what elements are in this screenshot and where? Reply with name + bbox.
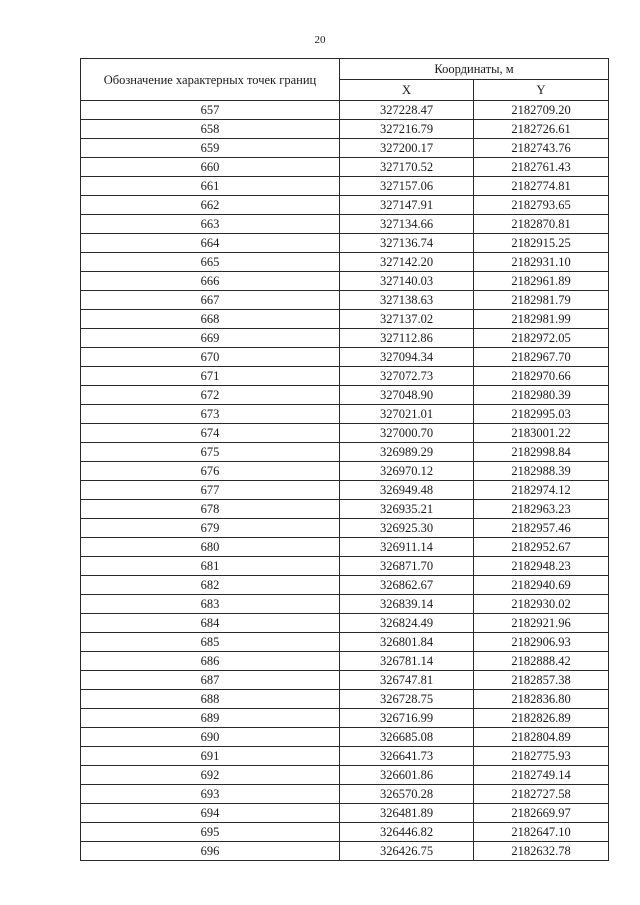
table-row — [81, 690, 609, 709]
point-cell: 666 — [81, 272, 340, 291]
x-cell: 327000.70 — [340, 424, 474, 443]
y-cell: 2182669.97 — [474, 804, 609, 823]
table-row — [81, 272, 609, 291]
y-cell: 2182961.89 — [474, 272, 609, 291]
point-cell: 661 — [81, 177, 340, 196]
point-cell: 682 — [81, 576, 340, 595]
point-cell: 658 — [81, 120, 340, 139]
point-cell: 690 — [81, 728, 340, 747]
x-cell: 326481.89 — [340, 804, 474, 823]
table-row — [81, 766, 609, 785]
table-row — [81, 158, 609, 177]
table-row — [81, 652, 609, 671]
x-cell: 326911.14 — [340, 538, 474, 557]
point-cell: 663 — [81, 215, 340, 234]
point-cell: 657 — [81, 101, 340, 120]
x-cell: 326935.21 — [340, 500, 474, 519]
x-cell: 326824.49 — [340, 614, 474, 633]
y-cell: 2182836.80 — [474, 690, 609, 709]
x-cell: 327147.91 — [340, 196, 474, 215]
point-cell: 669 — [81, 329, 340, 348]
x-cell: 327142.20 — [340, 253, 474, 272]
x-cell: 327137.02 — [340, 310, 474, 329]
y-cell: 2182931.10 — [474, 253, 609, 272]
point-cell: 659 — [81, 139, 340, 158]
table-row — [81, 120, 609, 139]
point-cell: 667 — [81, 291, 340, 310]
x-cell: 327200.17 — [340, 139, 474, 158]
x-cell: 327157.06 — [340, 177, 474, 196]
table-row — [81, 291, 609, 310]
table-row — [81, 557, 609, 576]
page-number: 20 — [314, 34, 326, 46]
point-cell: 692 — [81, 766, 340, 785]
x-cell: 326570.28 — [340, 785, 474, 804]
y-cell: 2182970.66 — [474, 367, 609, 386]
table-row — [81, 481, 609, 500]
x-cell: 327140.03 — [340, 272, 474, 291]
table-row — [81, 462, 609, 481]
coordinates-table — [80, 58, 609, 861]
y-cell: 2182998.84 — [474, 443, 609, 462]
y-cell: 2182793.65 — [474, 196, 609, 215]
x-cell: 326801.84 — [340, 633, 474, 652]
x-cell: 326426.75 — [340, 842, 474, 861]
y-cell: 2182940.69 — [474, 576, 609, 595]
y-cell: 2182930.02 — [474, 595, 609, 614]
x-cell: 326839.14 — [340, 595, 474, 614]
point-cell: 670 — [81, 348, 340, 367]
table-row — [81, 386, 609, 405]
table-row — [81, 310, 609, 329]
table-row — [81, 709, 609, 728]
point-cell: 685 — [81, 633, 340, 652]
y-cell: 2182974.12 — [474, 481, 609, 500]
x-cell: 327094.34 — [340, 348, 474, 367]
point-cell: 687 — [81, 671, 340, 690]
table-row — [81, 728, 609, 747]
point-cell: 674 — [81, 424, 340, 443]
y-cell: 2182727.58 — [474, 785, 609, 804]
point-cell: 668 — [81, 310, 340, 329]
x-cell: 326970.12 — [340, 462, 474, 481]
table-row — [81, 234, 609, 253]
table-row — [81, 424, 609, 443]
y-cell: 2182988.39 — [474, 462, 609, 481]
table-row — [81, 443, 609, 462]
x-cell: 327170.52 — [340, 158, 474, 177]
table-row — [81, 177, 609, 196]
y-cell: 2182948.23 — [474, 557, 609, 576]
table-row — [81, 139, 609, 158]
y-cell: 2182857.38 — [474, 671, 609, 690]
point-cell: 684 — [81, 614, 340, 633]
y-cell: 2182981.99 — [474, 310, 609, 329]
x-cell: 326446.82 — [340, 823, 474, 842]
y-cell: 2182972.05 — [474, 329, 609, 348]
x-cell: 326747.81 — [340, 671, 474, 690]
x-cell: 327072.73 — [340, 367, 474, 386]
point-cell: 673 — [81, 405, 340, 424]
x-cell: 326728.75 — [340, 690, 474, 709]
y-cell: 2182632.78 — [474, 842, 609, 861]
point-cell: 675 — [81, 443, 340, 462]
table-row — [81, 576, 609, 595]
x-cell: 326925.30 — [340, 519, 474, 538]
point-cell: 662 — [81, 196, 340, 215]
table-row — [81, 405, 609, 424]
point-cell: 694 — [81, 804, 340, 823]
table-row — [81, 842, 609, 861]
y-cell: 2182774.81 — [474, 177, 609, 196]
y-cell: 2182967.70 — [474, 348, 609, 367]
header-y: Y — [474, 80, 609, 101]
table-row — [81, 595, 609, 614]
y-cell: 2182980.39 — [474, 386, 609, 405]
table-row — [81, 253, 609, 272]
header-coordinates: Координаты, м — [340, 59, 609, 80]
y-cell: 2182981.79 — [474, 291, 609, 310]
x-cell: 326641.73 — [340, 747, 474, 766]
x-cell: 327138.63 — [340, 291, 474, 310]
point-cell: 677 — [81, 481, 340, 500]
table-row — [81, 329, 609, 348]
table-header — [81, 59, 609, 101]
y-cell: 2182906.93 — [474, 633, 609, 652]
x-cell: 326862.67 — [340, 576, 474, 595]
point-cell: 672 — [81, 386, 340, 405]
y-cell: 2182888.42 — [474, 652, 609, 671]
point-cell: 679 — [81, 519, 340, 538]
y-cell: 2182995.03 — [474, 405, 609, 424]
table-row — [81, 519, 609, 538]
x-cell: 327048.90 — [340, 386, 474, 405]
y-cell: 2182749.14 — [474, 766, 609, 785]
y-cell: 2182957.46 — [474, 519, 609, 538]
table-row — [81, 614, 609, 633]
x-cell: 326601.86 — [340, 766, 474, 785]
table-row — [81, 671, 609, 690]
header-x: X — [340, 80, 474, 101]
y-cell: 2182952.67 — [474, 538, 609, 557]
x-cell: 327136.74 — [340, 234, 474, 253]
point-cell: 671 — [81, 367, 340, 386]
point-cell: 680 — [81, 538, 340, 557]
point-cell: 696 — [81, 842, 340, 861]
point-cell: 660 — [81, 158, 340, 177]
x-cell: 327134.66 — [340, 215, 474, 234]
x-cell: 327112.86 — [340, 329, 474, 348]
table-row — [81, 747, 609, 766]
y-cell: 2182775.93 — [474, 747, 609, 766]
point-cell: 691 — [81, 747, 340, 766]
x-cell: 327021.01 — [340, 405, 474, 424]
point-cell: 681 — [81, 557, 340, 576]
table-row — [81, 348, 609, 367]
point-cell: 686 — [81, 652, 340, 671]
y-cell: 2182921.96 — [474, 614, 609, 633]
table-row — [81, 804, 609, 823]
y-cell: 2182709.20 — [474, 101, 609, 120]
x-cell: 326949.48 — [340, 481, 474, 500]
y-cell: 2182826.89 — [474, 709, 609, 728]
point-cell: 676 — [81, 462, 340, 481]
x-cell: 327228.47 — [340, 101, 474, 120]
y-cell: 2182726.61 — [474, 120, 609, 139]
table-row — [81, 367, 609, 386]
table-row — [81, 215, 609, 234]
table-row — [81, 101, 609, 120]
table-row — [81, 500, 609, 519]
y-cell: 2182915.25 — [474, 234, 609, 253]
point-cell: 665 — [81, 253, 340, 272]
point-cell: 688 — [81, 690, 340, 709]
x-cell: 327216.79 — [340, 120, 474, 139]
y-cell: 2182870.81 — [474, 215, 609, 234]
table-row — [81, 785, 609, 804]
y-cell: 2182761.43 — [474, 158, 609, 177]
point-cell: 689 — [81, 709, 340, 728]
point-cell: 695 — [81, 823, 340, 842]
x-cell: 326781.14 — [340, 652, 474, 671]
point-cell: 664 — [81, 234, 340, 253]
x-cell: 326685.08 — [340, 728, 474, 747]
header-point-designation: Обозначение характерных точек границ — [81, 59, 340, 101]
x-cell: 326989.29 — [340, 443, 474, 462]
y-cell: 2182963.23 — [474, 500, 609, 519]
point-cell: 678 — [81, 500, 340, 519]
table-body — [81, 101, 609, 861]
table-row — [81, 633, 609, 652]
table-row — [81, 196, 609, 215]
y-cell: 2182743.76 — [474, 139, 609, 158]
point-cell: 693 — [81, 785, 340, 804]
y-cell: 2183001.22 — [474, 424, 609, 443]
table-row — [81, 823, 609, 842]
x-cell: 326716.99 — [340, 709, 474, 728]
y-cell: 2182647.10 — [474, 823, 609, 842]
table-row — [81, 538, 609, 557]
point-cell: 683 — [81, 595, 340, 614]
y-cell: 2182804.89 — [474, 728, 609, 747]
x-cell: 326871.70 — [340, 557, 474, 576]
